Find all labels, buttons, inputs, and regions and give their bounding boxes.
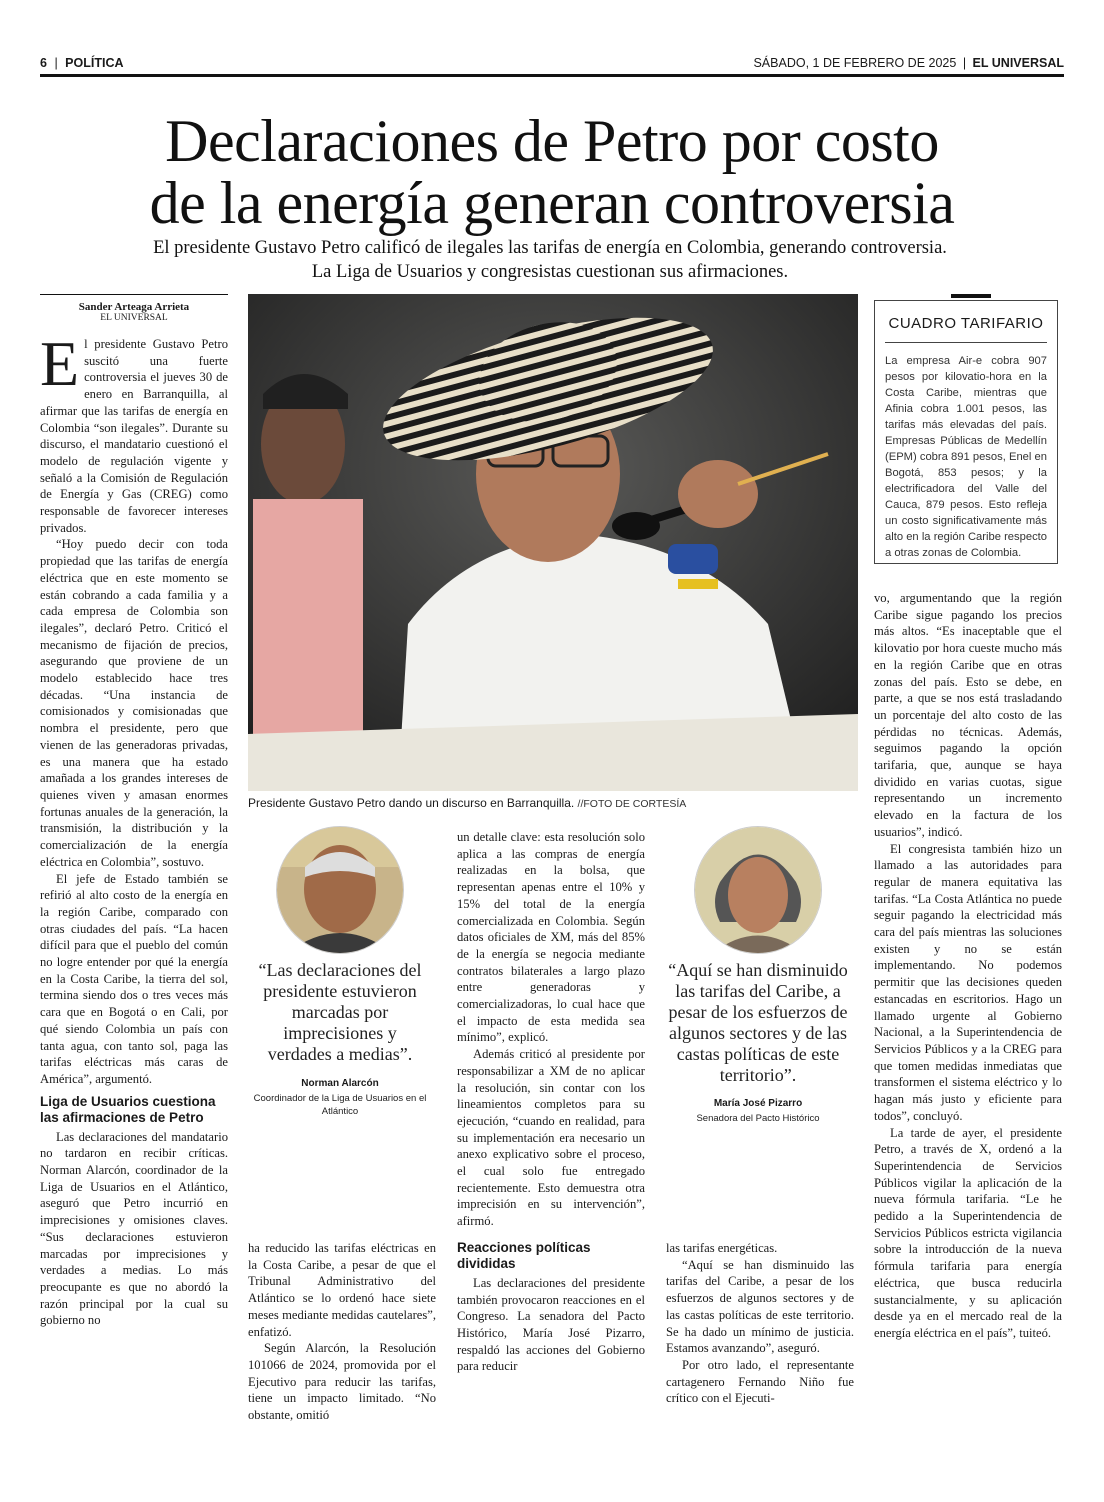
sidebar-box [874, 300, 1058, 564]
quote-2-name: María José Pizarro [713, 1098, 803, 1109]
deck: El presidente Gustavo Petro calificó de ilegales las tarifas de energía en Colombia, generando controversia. La Liga de Usuarios y congresistas cuestionan sus afirmaciones. [153, 238, 947, 282]
article-column-3 [457, 829, 645, 1375]
photo-caption [248, 796, 858, 810]
body-paragraph: “Hoy puedo decir con toda propiedad que las tarifas de energía eléctrica que en este momento se están cobrando a cada familia y a cada empresa de Colombia son ilegales”, declaró Petro. Criticó el mecanismo de fijación de precios, asegurando que proviene de un modelo establecido hace tres décadas. “Una instancia de comisionados y comisionadas que nombra el presidente, pero que vienen de las generadoras privadas, es una manera que ha estado amañada a los grandes intereses de quienes viven y amasan enormes fortunas anuales de la generación, la transmisión, la distribución y la comercialización de la energía eléctrica en Colombia”, sostuvo. [40, 537, 228, 869]
pull-quote-2: “Aquí se han disminuido las tarifas del Caribe, a pesar de los esfuerzos de algunos sectores y de las castas políticas de este territorio”. [668, 960, 848, 1085]
body-paragraph: ha reducido las tarifas eléctricas en la Costa Caribe, a pesar de que el Tribunal Administrativo del Atlántico se lo ordenó hace siete meses mediante medidas cautelares”, enfatizó. [248, 1241, 436, 1339]
body-paragraph: Las declaraciones del presidente también provocaron reacciones en el Congreso. La senadora del Pacto Histórico, María José Pizarro, respaldó las acciones del Gobierno para reducir [457, 1275, 645, 1374]
headline-line-2: de la energía generan controversia [149, 170, 955, 236]
page-number: 6 [40, 56, 47, 70]
body-paragraph: “Aquí se han disminuido las tarifas del Caribe, a pesar de los esfuerzos de algunos sectores y de las castas políticas de este territorio. Se ha dado un mínimo de justicia. Estamos avanzando”, aseguró. [666, 1257, 854, 1356]
byline [40, 294, 228, 323]
article-column-4 [666, 1240, 854, 1407]
body-paragraph: vo, argumentando que la región Caribe sigue pagando los precios más altos. “Es inaceptable que el kilovatio por hora cueste mucho más en la región Caribe que en otras zonas del país. Esto se debe, en parte, a que se nos está trasladando un porcentaje del alto costo de las pérdidas no técnicas. Además, seguimos pagando la opción tarifaria, que, aunque se haya dividido en varias cuotas, sigue representando un incremento elevado en la factura de los usuarios”, indicó. [874, 591, 1062, 839]
sidebar-tab [951, 294, 991, 298]
pull-quote-1: “Las declaraciones del presidente estuvieron marcadas por imprecisiones y verdades a medias”. [258, 960, 422, 1064]
caption-text: Presidente Gustavo Petro dando un discurso en Barranquilla. [248, 796, 575, 810]
sidebar-body: La empresa Air-e cobra 907 pesos por kilovatio-hora en la Costa Caribe, mientras que Afinia cobra 1.001 pesos, las tarifas más elevadas del país. Empresas Públicas de Medellín (EPM) cobra 891 pesos, Enel en Bogotá, 853 pesos; y la electrificadora del Valle del Cauca, 879 pesos. Esto refleja un costo significativamente más alto en la región Caribe respecto a otras zonas de Colombia. [885, 355, 1047, 559]
headline [40, 110, 1064, 234]
photo-credit: //FOTO DE CORTESÍA [577, 798, 687, 810]
lead-paragraph: El presidente Gustavo Petro suscitó una fuerte controversia el jueves 30 de enero en Barranquilla, al afirmar que las tarifas de energía en Colombia “son ilegales”. Durante su discurso, el mandatario cuestionó el modelo de regulación vigente y señaló a la Comisión de Regulación de Energía y Gas (CREG) como responsable de favorecer intereses privados. [40, 328, 228, 535]
folio-left: 6 | POLÍTICA [40, 56, 124, 70]
body-paragraph: Las declaraciones del mandatario no tardaron en recibir críticas. Norman Alarcón, coordinador de la Liga de Usuarios en el Atlántico, aseguró que Petro incurrió en imprecisiones y omisiones claves. “Sus declaraciones estuvieron marcadas por imprecisiones y verdades a medias. Lo más preocupante es que no abordó la razón principal por la cual su gobierno no [40, 1129, 228, 1328]
headline-line-1: Declaraciones de Petro por costo [165, 108, 939, 174]
body-paragraph: El congresista también hizo un llamado a las autoridades para regular de manera equitativa las tarifas. “La Costa Atlántica no puede seguir pagando la electricidad más cara del país mientras las soluciones existen y no se están implementando. No podemos permitir que las decisiones queden estancadas en escritorios. Hago un llamado urgente al Gobierno Nacional, a la Superintendencia de Servicios Públicos y a la CREG para que tomen medidas inmediatas que transformen el sistema eléctrico y lo hagan más justo y eficiente para todos”, concluyó. [874, 841, 1062, 1123]
quote-2-role: Senadora del Pacto Histórico [696, 1113, 820, 1124]
subheading: Liga de Usuarios cuestiona las afirmaciones de Petro [40, 1093, 216, 1125]
issue-date: SÁBADO, 1 DE FEBRERO DE 2025 [753, 56, 957, 70]
folio-right: SÁBADO, 1 DE FEBRERO DE 2025 | EL UNIVERSAL [753, 56, 1064, 70]
body-paragraph: La tarde de ayer, el presidente Petro, a través de X, ordenó a la Superintendencia de Servicios Públicos vigilar la aplicación de la nueva fórmula tarifaria. “Le he pedido a la Superintendencia de Servicios Públicos estricta vigilancia sobre la introducción de la nueva fórmula tarifaria para energía eléctrica, que busca reducirla sustancialmente, y su aplicación desde ya en el mercado real de la energía eléctrica en el país”, tuiteó. [874, 1125, 1062, 1340]
sidebar-title: CUADRO TARIFARIO [885, 315, 1047, 343]
article-column-5 [874, 590, 1062, 1342]
subheading: Reacciones políticas divididas [457, 1239, 591, 1271]
quote-1-role: Coordinador de la Liga de Usuarios en el Atlántico [253, 1093, 427, 1117]
section-name: POLÍTICA [65, 56, 124, 70]
body-paragraph: El jefe de Estado también se refirió al alto costo de la energía en la región Caribe, comparado con otras ciudades del país. “La hacen difícil para que el pueblo del común no logre entender por qué la energía en la Costa Caribe, la tierra del sol, termina siendo dos o tres veces más cara que en Bogotá o en Cali, por qué siendo Colombia un país con tanta agua, con tanto sol, paga las tarifas eléctricas más caras de América”, argumentó. [40, 871, 228, 1086]
main-photo [248, 294, 858, 791]
folio-bar [40, 52, 1064, 77]
body-paragraph: Por otro lado, el representante cartagenero Fernando Niño fue crítico con el Ejecuti- [666, 1357, 854, 1406]
body-paragraph: Además criticó al presidente por responsabilizar a XM de no aplicar la resolución, sin contar con los lineamientos completos para su ejecución, “cuando en realidad, para su implementación era necesario un anexo explicativo sobre el proceso, el cual solo fue entregado recientemente. Esto demuestra otra imprecisión en su intervención”, afirmó. [457, 1047, 645, 1229]
article-column-2 [248, 1240, 436, 1424]
author-org: EL UNIVERSAL [100, 313, 168, 323]
portrait-norman-alarcon [276, 826, 404, 954]
article-column-1 [40, 328, 228, 1329]
body-paragraph: Según Alarcón, la Resolución 101066 de 2024, promovida por el Ejecutivo para reducir las tarifas, tiene un impacto limitado. “No obstante, omitió [248, 1341, 436, 1423]
body-paragraph: un detalle clave: esta resolución solo aplica a las compras de energía realizadas en la bolsa, que representan apenas entre el 10% y 15% del total de la energía comercializada en Colombia. Según datos oficiales de XM, más del 85% de la energía se negocia mediante contratos bilaterales a largo plazo entre generadoras y comercializadoras, lo cual hace que el impacto de esta medida sea mínimo”, explicó. [457, 830, 645, 1045]
newspaper-name: EL UNIVERSAL [972, 56, 1064, 70]
quote-1-name: Norman Alarcón [301, 1078, 379, 1089]
portrait-maria-jose-pizarro [694, 826, 822, 954]
drop-cap: E [40, 328, 80, 399]
author-name: Sander Arteaga Arrieta [78, 301, 190, 313]
body-paragraph: las tarifas energéticas. [666, 1241, 778, 1255]
